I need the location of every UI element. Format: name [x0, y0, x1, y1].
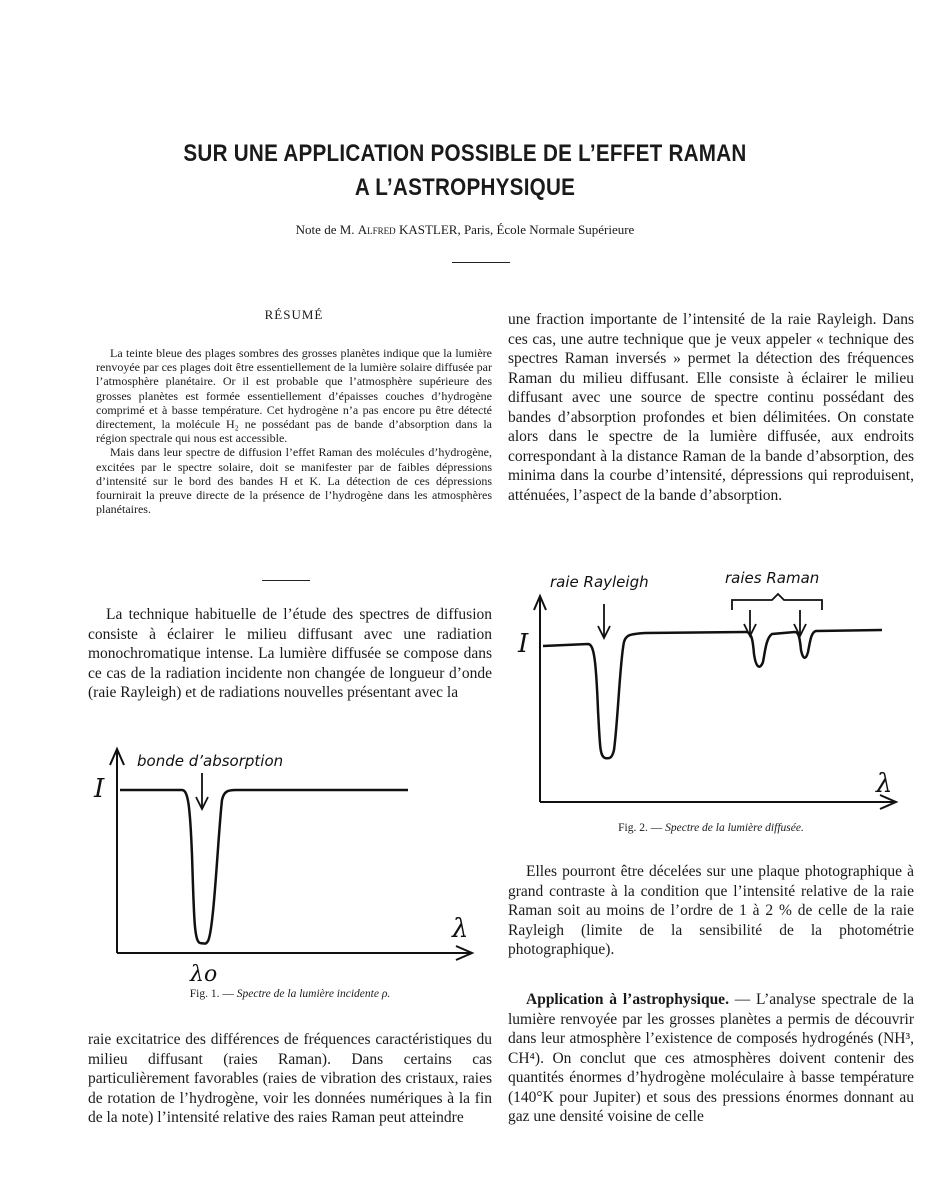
paper-title-line1: SUR UNE APPLICATION POSSIBLE DE L’EFFET RAMAN [183, 140, 747, 167]
author-prefix: Note de M. [295, 222, 355, 237]
abstract-rule [262, 580, 310, 581]
right-para2: Elles pourront être décelées sur une plaque photographique à grand contraste à la condition que l’intensité relative de la raie Raman soit au moins de l’ordre de 1 à 2 % de celle de la raie Rayleigh (limite de la sensibilité de la photométrie photographique). [508, 863, 914, 958]
fig2-label-raman: raies Raman [725, 569, 820, 587]
right-para3 [508, 990, 914, 1127]
abstract-para2: Mais dans leur spectre de diffusion l’effet Raman des molécules d’hydrogène, excitées par le spectre solaire, doit se manifester par de faibles dépressions d’intensité sur le bord des bandes H et K. La détection de ces dépressions fournirait la preuve directe de la présence de l’hydrogène dans les atmosphères planétaires. [96, 445, 492, 517]
right-column-top [508, 310, 914, 505]
fig1-caption-prefix: Fig. 1. — [189, 988, 234, 1000]
fig2-caption-prefix: Fig. 2. — [618, 822, 663, 834]
right-column-middle [508, 862, 914, 960]
fig1-caption [88, 988, 492, 1000]
figure-1 [90, 745, 490, 990]
author-line [0, 222, 930, 238]
fig2-caption-text: Spectre de la lumière diffusée. [665, 822, 804, 834]
right-para3-text: — L’analyse spectrale de la lumière renvoyée par les grosses planètes a permis de découvrir dans leur atmosphère l’existence de composés hydrogénés (NH³, CH⁴). On conclut que ces atmosphères doivent contenir des quantités énormes d’hydrogène moléculaire à basse température (140°K pour Jupiter) et sous des pressions énormes donnant au gaz une densité voisine de celle [508, 991, 915, 1125]
fig2-label-I: I [518, 629, 529, 659]
abstract-para1: La teinte bleue des plages sombres des grosses planètes indique que la lumière renvoyée par ces plages doit être essentiellement de la lumière solaire diffusée par l’atmosphère planétaire. Or il est probable que l’atmosphère supérieure des grosses planètes est formée essentiellement d’épaisses couches d’hydrogène comprimé et à basse température. Cet hydrogène n’a pas encore pu être détecté directement, la molécule H₂ ne possédant pas de bande d’absorption dans la région spectrale qui nous est accessible. [96, 346, 492, 446]
section-heading-astrophysique: Application à l’astrophysique. [526, 991, 729, 1008]
fig1-spectrum-curve [120, 790, 408, 944]
left-para2: raie excitatrice des différences de fréquences caractéristiques du milieu diffusant (raies Raman). Dans certains cas particulièrement favorables (raies de vibration des cristaux, raies de rotation de l’hydrogène, voir les données numériques à la fin de la note) l’intensité relative des raies Raman peut atteindre [88, 1031, 492, 1126]
left-column-bottom [88, 1030, 492, 1128]
left-para1: La technique habituelle de l’étude des spectres de diffusion consiste à éclairer le milieu diffusant avec une radiation monochromatique intense. La lumière diffusée se compose dans ce cas de la radiation incidente non changée de longueur d’onde (raie Rayleigh) et de radiations nouvelles présentant avec la [88, 606, 492, 701]
fig2-spectrum-curve [543, 630, 882, 758]
fig1-label-lambda0: λo [190, 962, 218, 987]
fig2-label-rayleigh: raie Rayleigh [550, 573, 649, 591]
abstract-heading: RÉSUMÉ [264, 307, 324, 322]
fig2-raman-bracket [732, 594, 822, 610]
fig1-label-band: bonde d’absorption [137, 752, 284, 770]
fig1-caption-text: Spectre de la lumière incidente ρ. [236, 988, 391, 1000]
figure-2 [510, 570, 910, 810]
fig2-label-lambda: λ [876, 769, 893, 799]
author-rest: KASTLER, Paris, École Normale Supérieure [398, 222, 635, 237]
fig2-caption [508, 822, 914, 834]
author-firstname: Alfred [357, 222, 396, 237]
paper-title-line2: A L’ASTROPHYSIQUE [354, 174, 576, 201]
left-column-top [88, 605, 492, 703]
right-column-bottom [508, 990, 914, 1127]
right-para1: une fraction importante de l’intensité de la raie Rayleigh. Dans ces cas, une autre technique que je veux appeler « technique des spectres Raman inversés » permet la détection des fréquences Raman du milieu diffusant. Elle consiste à éclairer le milieu diffusant avec une source de spectre continu possédant des bandes d’absorption profondes et bien délimitées. On constate alors dans le spectre de la lumière diffusée, aux endroits correspondant à la distance Raman de la bande d’absorption, des minima dans la courbe d’intensité, dépressions qui reproduisent, atténuées, l’aspect de la bande d’absorption. [508, 311, 914, 504]
fig1-label-I: I [94, 774, 105, 804]
abstract [96, 346, 492, 516]
fig1-label-lambda: λ [452, 914, 469, 944]
title-rule [452, 262, 510, 263]
